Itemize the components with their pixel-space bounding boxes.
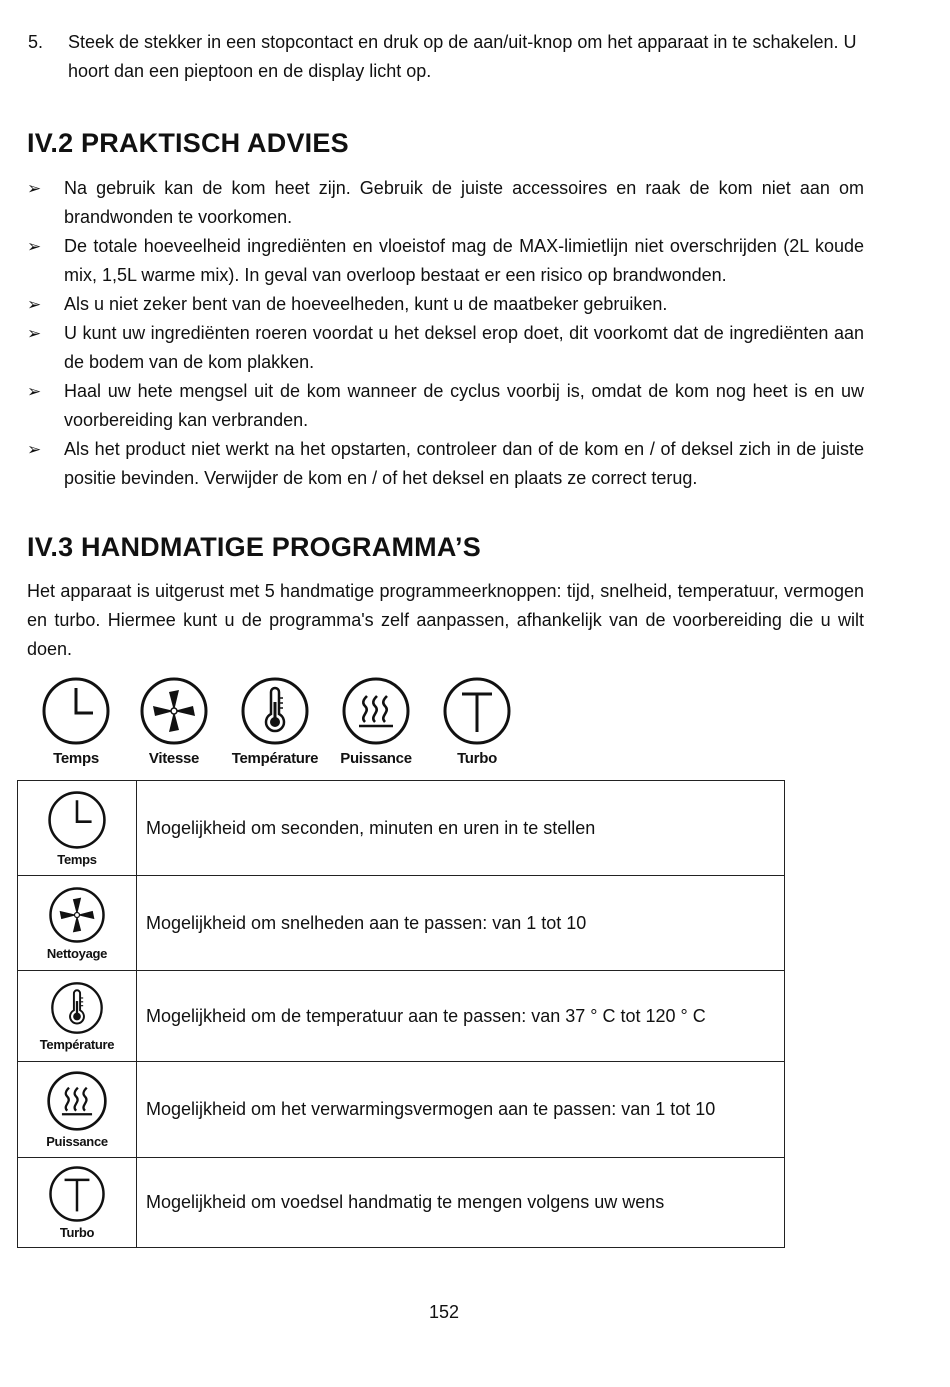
program-description: Mogelijkheid om de temperatuur aan te passen: van 37 ° C tot 120 ° C	[137, 971, 785, 1062]
page-number: 152	[428, 1302, 460, 1322]
list-item: ➢ Na gebruik kan de kom heet zijn. Gebruik de juiste accessoires en raak de kom niet aan om brandwonden te voorkomen.	[27, 174, 864, 232]
icon-label: Puissance	[46, 1134, 108, 1149]
arrow-bullet-icon: ➢	[27, 440, 42, 459]
table-icon-cell	[18, 1158, 137, 1248]
thermometer-icon	[240, 676, 310, 746]
table-icon-cell	[18, 781, 137, 876]
table-icon-cell	[18, 971, 137, 1062]
icon-label: Nettoyage	[46, 945, 108, 961]
table-icon-cell	[18, 876, 137, 971]
step-5	[28, 28, 864, 86]
turbo-t-icon	[48, 1165, 106, 1223]
turbo-t-icon	[442, 676, 512, 746]
program-icon-row	[28, 676, 548, 772]
table-row	[18, 876, 785, 971]
icon-label: Temps	[57, 851, 97, 867]
table-row	[18, 971, 785, 1062]
list-item: ➢ Haal uw hete mengsel uit de kom wanneer de cyclus voorbij is, omdat de kom nog heet is en uw voorbereiding kan verbranden.	[27, 377, 864, 435]
advice-list	[27, 174, 864, 493]
table-icon-cell	[18, 1062, 137, 1158]
clock-icon	[47, 790, 107, 850]
fan-icon	[48, 886, 106, 944]
program-description: Mogelijkheid om het verwarmingsvermogen aan te passen: van 1 tot 10	[137, 1062, 785, 1158]
arrow-bullet-icon: ➢	[27, 237, 42, 256]
arrow-bullet-icon: ➢	[27, 324, 42, 343]
step-text: Steek de stekker in een stopcontact en druk op de aan/uit-knop om het apparaat in te schakelen. U hoort dan een pieptoon en de display licht op.	[68, 32, 857, 81]
table-row	[18, 781, 785, 876]
step-number: 5.	[28, 32, 44, 52]
program-description: Mogelijkheid om snelheden aan te passen: van 1 tot 10	[137, 876, 785, 971]
program-description: Mogelijkheid om voedsel handmatig te mengen volgens uw wens	[137, 1158, 785, 1248]
icon-row-item-turbo: Turbo	[429, 676, 525, 767]
arrow-bullet-icon: ➢	[27, 382, 42, 401]
table-row	[18, 1158, 785, 1248]
clock-icon	[41, 676, 111, 746]
section-heading-programs: IV.3 HANDMATIGE PROGRAMMA’S	[27, 532, 481, 562]
section-heading-advice: IV.2 PRAKTISCH ADVIES	[27, 128, 349, 158]
program-description: Mogelijkheid om seconden, minuten en uren in te stellen	[137, 781, 785, 876]
icon-row-item-vitesse: Vitesse	[126, 676, 222, 767]
fan-icon	[139, 676, 209, 746]
arrow-bullet-icon: ➢	[27, 179, 42, 198]
icon-label: Turbo	[59, 1225, 95, 1240]
list-item: ➢ De totale hoeveelheid ingrediënten en vloeistof mag de MAX-limietlijn niet overschrijden (2L koude mix, 1,5L warme mix). In geval van overloop bestaat er een risico op brandwonden.	[27, 232, 864, 290]
heat-waves-icon	[46, 1070, 108, 1132]
list-item: ➢ Als u niet zeker bent van de hoeveelheden, kunt u de maatbeker gebruiken.	[27, 290, 864, 319]
icon-row-item-puissance: Puissance	[328, 676, 424, 767]
list-item: ➢ Als het product niet werkt na het opstarten, controleer dan of de kom en / of deksel zich in de juiste positie bevinden. Verwijder de kom en / of het deksel en plaats ze correct terug.	[27, 435, 864, 493]
icon-label: Température	[39, 1036, 115, 1052]
table-row	[18, 1062, 785, 1158]
icon-row-item-temps: Temps	[28, 676, 124, 767]
heat-waves-icon	[341, 676, 411, 746]
program-table	[17, 780, 785, 1248]
programs-intro: Het apparaat is uitgerust met 5 handmatige programmeerknoppen: tijd, snelheid, temperatuur, vermogen en turbo. Hiermee kunt u de programma's zelf aanpassen, afhankelijk van de voorbereiding die u wilt doen.	[27, 581, 864, 659]
arrow-bullet-icon: ➢	[27, 295, 42, 314]
thermometer-icon	[50, 981, 104, 1035]
icon-row-item-temperature: Température	[227, 676, 323, 767]
list-item: ➢ U kunt uw ingrediënten roeren voordat u het deksel erop doet, dit voorkomt dat de ingrediënten aan de bodem van de kom plakken.	[27, 319, 864, 377]
